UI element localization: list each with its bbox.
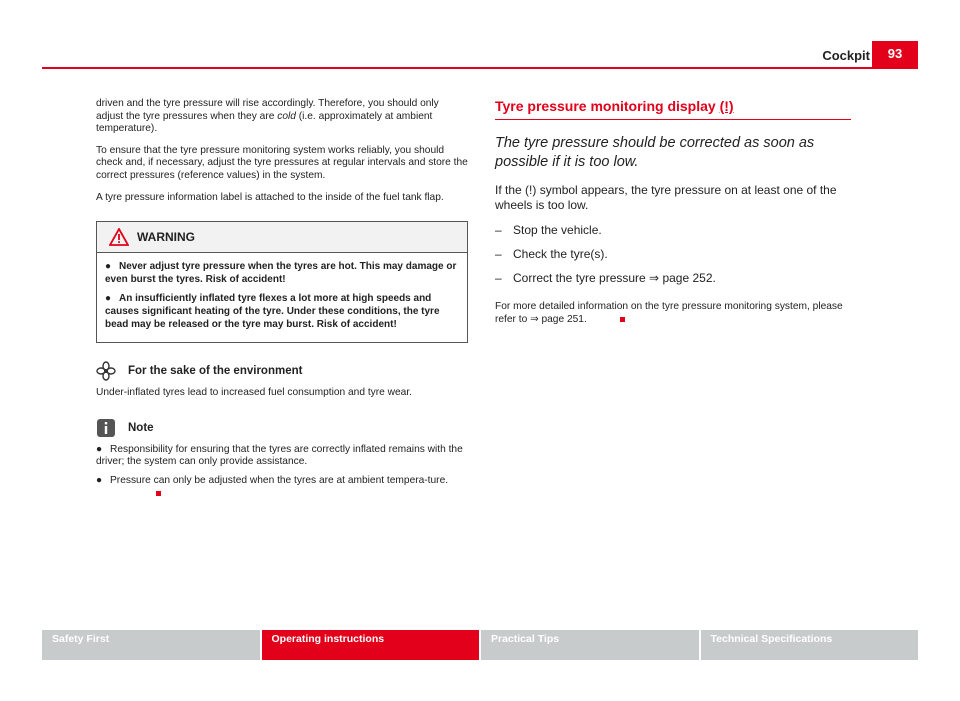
symbol-explanation: If the (!) symbol appears, the tyre pressure on at least one of the wheels is too low. xyxy=(495,183,837,212)
note-item: ● Pressure can only be adjusted when the tyres are at ambient tempera-ture. xyxy=(96,475,468,500)
note-title: Note xyxy=(128,421,154,434)
tab-operating-instructions[interactable]: Operating instructions xyxy=(262,630,480,660)
tab-practical-tips[interactable]: Practical Tips xyxy=(481,630,699,660)
warning-header xyxy=(97,222,467,253)
right-column xyxy=(495,98,851,336)
section-end-mark xyxy=(156,491,161,496)
tyre-pressure-icon: (!) xyxy=(719,98,734,114)
tab-technical-specifications[interactable]: Technical Specifications xyxy=(701,630,919,660)
section-title: Tyre pressure monitoring display (!) xyxy=(495,98,851,120)
environment-title: For the sake of the environment xyxy=(128,365,303,378)
note-info-icon xyxy=(96,418,116,438)
environment-heading xyxy=(96,361,468,381)
page-number: 93 xyxy=(872,41,918,67)
note-heading xyxy=(96,418,468,438)
warning-item: ● Never adjust tyre pressure when the tyres are hot. This may damage or even burst the tyres. Risk of accident! xyxy=(105,261,457,285)
tyre-pressure-icon: (!) xyxy=(525,183,537,197)
reliability-paragraph: To ensure that the tyre pressure monitoring system works reliably, you should check and, if necessary, adjust the tyre pressures at regular intervals and store the correct pressures (reference values) in the system. xyxy=(96,144,468,181)
warning-triangle-icon xyxy=(109,228,129,246)
step-item: – Check the tyre(s). xyxy=(495,247,608,261)
footer-tabs xyxy=(42,630,918,660)
tab-safety-first[interactable]: Safety First xyxy=(42,630,260,660)
environment-flower-icon xyxy=(96,361,116,381)
left-column xyxy=(96,98,468,506)
section-intro: The tyre pressure should be corrected as soon as possible if it is too low. xyxy=(495,135,815,170)
page-header-title: Cockpit xyxy=(822,48,870,63)
note-item: ● Responsibility for ensuring that the tyres are correctly inflated remains with the driver; the system can only provide assistance. xyxy=(96,443,463,468)
environment-text: Under-inflated tyres lead to increased fuel consumption and tyre wear. xyxy=(96,387,412,399)
step-item: – Correct the tyre pressure ⇒ page 252. xyxy=(495,271,716,285)
label-paragraph: A tyre pressure information label is attached to the inside of the fuel tank flap. xyxy=(96,191,444,203)
section-end-mark xyxy=(620,317,625,322)
warning-item: ● An insufficiently inflated tyre flexes a lot more at high speeds and causes significant heating of the tyre. Under these conditions, the tyre bead may be released or the tyre may burst. Risk of accident! xyxy=(105,293,440,330)
warning-title: WARNING xyxy=(137,230,195,245)
header-rule xyxy=(42,67,918,69)
warning-box xyxy=(96,221,468,343)
step-item: – Stop the vehicle. xyxy=(495,223,602,237)
more-info-text: For more detailed information on the tyre pressure monitoring system, please refer to ⇒ page 251. xyxy=(495,301,843,325)
intro-paragraph: driven and the tyre pressure will rise accordingly. Therefore, you should only adjust the tyre pressures when they are cold (i.e. approximately at ambient temperature). xyxy=(96,98,439,135)
